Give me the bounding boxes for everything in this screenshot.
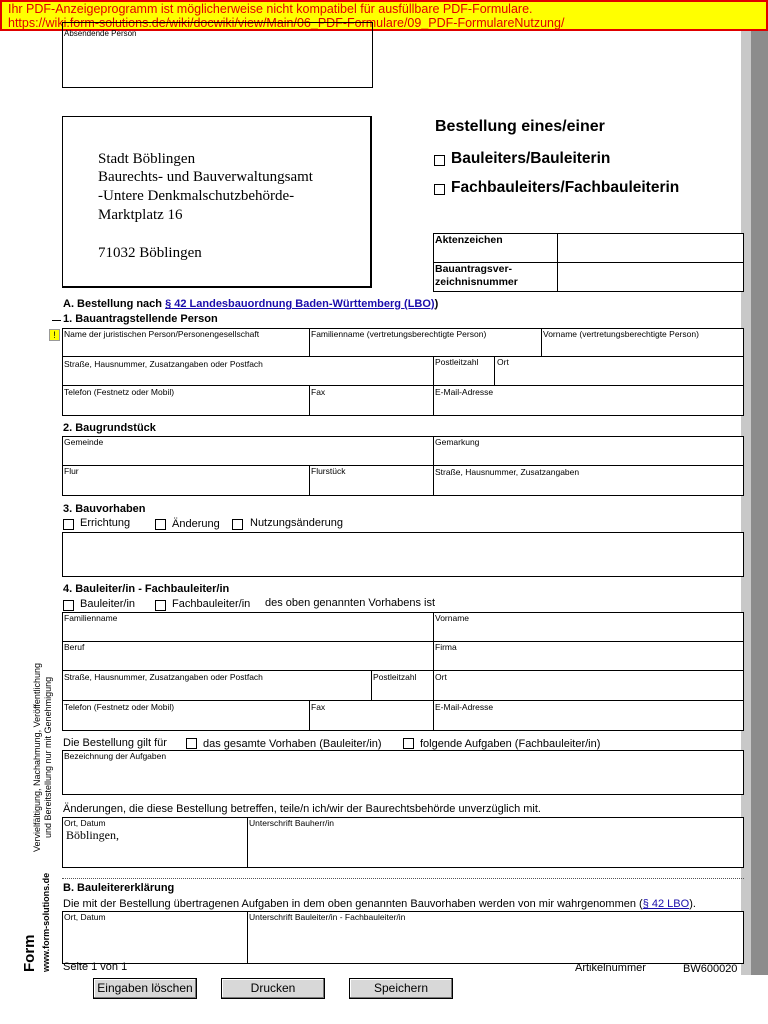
section-1-heading: 1. Bauantragstellende Person xyxy=(63,313,218,325)
folgende-aufgaben-label: folgende Aufgaben (Fachbauleiter/in) xyxy=(420,738,601,750)
errichtung-checkbox[interactable] xyxy=(63,519,74,530)
left-margin xyxy=(0,0,55,1024)
leader-company-input[interactable] xyxy=(433,641,744,671)
brand-logo: Form xyxy=(21,934,38,972)
bauleiter-label: Bauleiter/in xyxy=(80,598,136,610)
leader-signature-label: Unterschrift Bauleiter/in - Fachbauleiter/in xyxy=(249,912,406,922)
page-number: Seite 1 von 1 xyxy=(63,961,128,973)
bauherr-ort-value: Böblingen, xyxy=(66,828,119,842)
leader-city-input[interactable] xyxy=(433,670,744,701)
bauleiter-title-checkbox[interactable] xyxy=(434,155,445,166)
form-title: Bestellung eines/einer xyxy=(435,118,605,135)
applicant-phone-label: Telefon (Festnetz oder Mobil) xyxy=(64,387,175,397)
leader-profession-label: Beruf xyxy=(64,642,85,652)
section-b-divider xyxy=(62,878,744,880)
leader-fax-label: Fax xyxy=(311,702,326,712)
recipient-line-5: 71032 Böblingen xyxy=(98,245,202,261)
applicant-email-label: E-Mail-Adresse xyxy=(435,387,494,397)
leader-firstname-label: Vorname xyxy=(435,613,470,623)
copyright-note-line-1: Vervielfältigung, Nachahmung, Veröffentlichung xyxy=(32,663,42,852)
leader-company-label: Firma xyxy=(435,642,457,652)
section-4-suffix: des oben genannten Vorhabens ist xyxy=(265,597,436,609)
aenderung-label: Änderung xyxy=(172,518,220,530)
section-b-heading: B. Bauleitererklärung xyxy=(63,882,175,894)
leader-zip-label: Postleitzahl xyxy=(373,672,417,682)
section-b-statement xyxy=(63,898,696,911)
bauherr-signature-label: Unterschrift Bauherr/in xyxy=(249,818,335,828)
verzeichnis-label-2: zeichnisnummer xyxy=(435,276,518,288)
leader-phone-label: Telefon (Festnetz oder Mobil) xyxy=(64,702,175,712)
applicant-fax-label: Fax xyxy=(311,387,326,397)
marker-line xyxy=(52,320,61,321)
verzeichnisnummer-input[interactable] xyxy=(557,262,744,292)
leader-email-label: E-Mail-Adresse xyxy=(435,702,494,712)
applicant-fax-input[interactable] xyxy=(309,385,434,416)
recipient-line-4: Marktplatz 16 xyxy=(98,207,183,223)
aktenzeichen-input[interactable] xyxy=(557,233,744,263)
section-b-text: Die mit der Bestellung übertragenen Aufgaben in dem oben genannten Bauvorhaben werden von mir wahrgenommen ( xyxy=(63,898,643,910)
applicant-street-label: Straße, Hausnummer, Zusatzangaben oder Postfach xyxy=(64,359,263,369)
applicant-firstname-label: Vorname (vertretungsberechtigte Person) xyxy=(543,329,699,339)
flur-label: Flur xyxy=(64,466,79,476)
bauvorhaben-description-input[interactable] xyxy=(62,532,744,577)
aktenzeichen-label: Aktenzeichen xyxy=(435,234,503,246)
applicant-lastname-label: Familienname (vertretungsberechtigte Person) xyxy=(311,329,487,339)
plot-street-label: Straße, Hausnummer, Zusatzangaben xyxy=(435,467,580,477)
recipient-line-3: -Untere Denkmalschutzbehörde- xyxy=(98,188,295,204)
leader-fax-input[interactable] xyxy=(309,700,434,731)
section-b-suffix: ). xyxy=(689,898,696,910)
banner-line-2: https://wiki.form-solutions.de/wiki/docwiki/view/Main/06_PDF-Formulare/09_PDF-FormulareNutzung/ xyxy=(8,16,565,30)
errichtung-label: Errichtung xyxy=(80,517,131,529)
info-marker[interactable]: ! xyxy=(49,329,60,341)
bauleiter-checkbox[interactable] xyxy=(63,600,74,611)
nutzungsaenderung-label: Nutzungsänderung xyxy=(250,517,343,529)
gemeinde-label: Gemeinde xyxy=(64,437,104,447)
gilt-fuer-label: Die Bestellung gilt für xyxy=(63,737,167,749)
gesamtes-vorhaben-label: das gesamte Vorhaben (Bauleiter/in) xyxy=(203,738,382,750)
artikelnummer-label: Artikelnummer xyxy=(575,962,646,974)
leader-profession-input[interactable] xyxy=(62,641,434,671)
lbo-link[interactable]: § 42 Landesbauordnung Baden-Württemberg (LBO) xyxy=(165,298,435,310)
aenderung-checkbox[interactable] xyxy=(155,519,166,530)
fachbauleiter-title-checkbox[interactable] xyxy=(434,184,445,195)
sender-label: Absendende Person xyxy=(64,29,137,38)
leader-lastname-label: Familienname xyxy=(64,613,118,623)
fachbauleiter-label: Fachbauleiter/in xyxy=(172,598,251,610)
leader-ort-datum-label: Ort, Datum xyxy=(64,912,106,922)
print-button[interactable]: Drucken xyxy=(221,978,325,999)
gesamtes-vorhaben-checkbox[interactable] xyxy=(186,738,197,749)
lbo-42-link[interactable]: § 42 LBO xyxy=(642,898,690,910)
applicant-zip-label: Postleitzahl xyxy=(435,357,479,367)
section-3-heading: 3. Bauvorhaben xyxy=(63,503,146,515)
fachbauleiter-title-label: Fachbauleiters/Fachbauleiterin xyxy=(451,179,680,196)
clear-inputs-button[interactable]: Eingaben löschen xyxy=(93,978,197,999)
nutzungsaenderung-checkbox[interactable] xyxy=(232,519,243,530)
copyright-note-line-2: und Bereitstellung nur mit Genehmigung xyxy=(43,676,53,838)
gemarkung-label: Gemarkung xyxy=(435,437,480,447)
verzeichnis-label-1: Bauantragsver- xyxy=(435,263,513,275)
folgende-aufgaben-checkbox[interactable] xyxy=(403,738,414,749)
leader-city-label: Ort xyxy=(435,672,447,682)
bauherr-ort-datum-label: Ort, Datum xyxy=(64,818,106,828)
leader-lastname-input[interactable] xyxy=(62,612,434,642)
recipient-line-2: Baurechts- und Bauverwaltungsamt xyxy=(98,169,313,185)
section-a-suffix: ) xyxy=(434,298,439,310)
applicant-city-input[interactable] xyxy=(494,356,744,386)
applicant-city-label: Ort xyxy=(497,357,509,367)
artikelnummer-value: BW600020 xyxy=(683,963,738,975)
aenderungen-hinweis: Änderungen, die diese Bestellung betreffen, teile/n ich/wir der Baurechtsbehörde unverzüglich mit. xyxy=(63,803,541,815)
section-a-prefix: A. Bestellung nach xyxy=(63,298,166,310)
recipient-line-1: Stadt Böblingen xyxy=(98,151,196,167)
banner-line-1: Ihr PDF-Anzeigeprogramm ist möglicherweise nicht kompatibel für ausfüllbare PDF-Formulare. xyxy=(8,2,533,16)
aufgaben-label: Bezeichnung der Aufgaben xyxy=(64,751,167,761)
leader-firstname-input[interactable] xyxy=(433,612,744,642)
save-button[interactable]: Speichern xyxy=(349,978,453,999)
section-4-heading: 4. Bauleiter/in - Fachbauleiter/in xyxy=(63,583,230,595)
section-2-heading: 2. Baugrundstück xyxy=(63,422,156,434)
fachbauleiter-checkbox[interactable] xyxy=(155,600,166,611)
bauleiter-title-label: Bauleiters/Bauleiterin xyxy=(451,150,611,167)
gemeinde-input[interactable] xyxy=(62,436,434,466)
section-a-heading xyxy=(63,298,438,311)
brand-url: www.form-solutions.de xyxy=(41,872,51,972)
flurstueck-label: Flurstück xyxy=(311,466,346,476)
org-name-label: Name der juristischen Person/Personengesellschaft xyxy=(64,329,260,339)
leader-street-label: Straße, Hausnummer, Zusatzangaben oder Postfach xyxy=(64,672,263,682)
gemarkung-input[interactable] xyxy=(433,436,744,466)
flur-input[interactable] xyxy=(62,465,310,496)
